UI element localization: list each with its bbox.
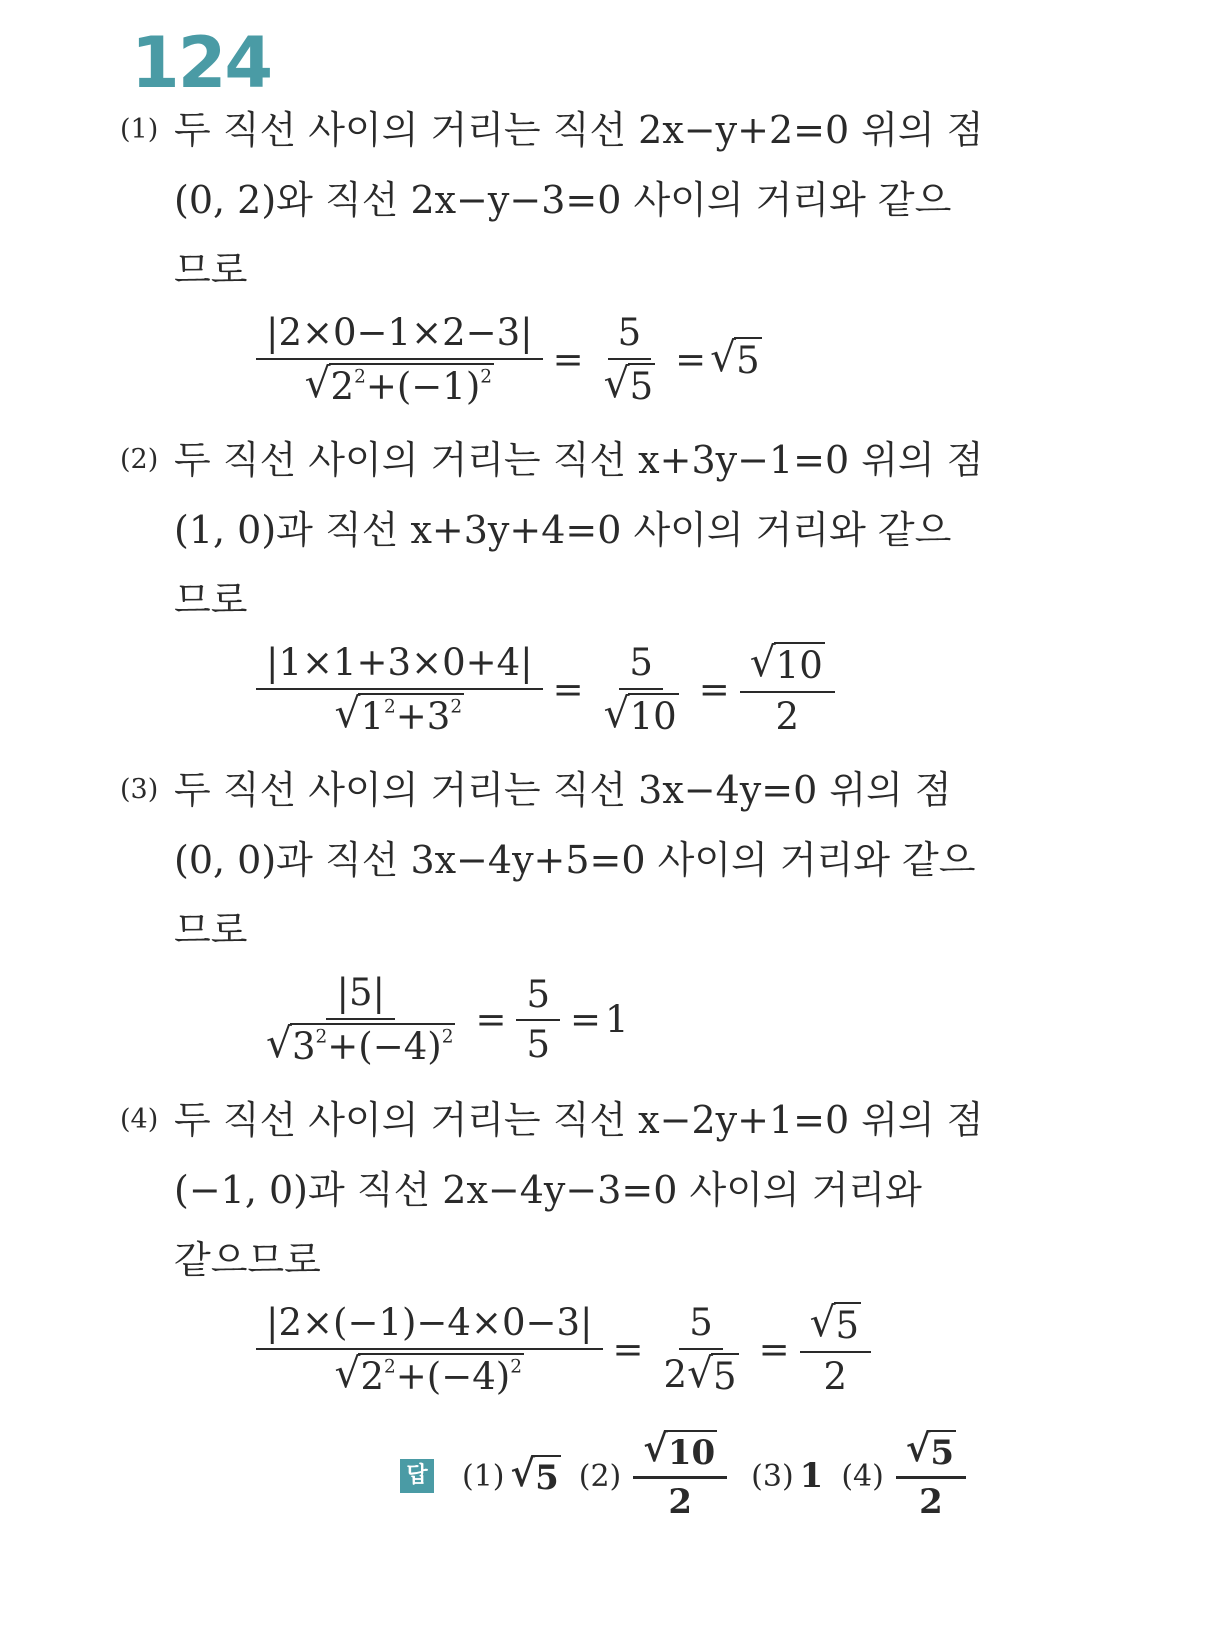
- part-2-line-1: 두 직선 사이의 거리는 직선 x+3y−1=0 위의 점: [174, 438, 984, 482]
- part-2-result: √ 10 2: [740, 642, 835, 738]
- answer-label-2: (2): [578, 1458, 622, 1494]
- answer-1: √ 5: [510, 1450, 559, 1498]
- part-1-line-3: 므로: [174, 248, 248, 292]
- part-2-line-3: 므로: [174, 578, 248, 622]
- part-3-main-fraction: [256, 972, 465, 1068]
- part-4-line-2: (−1, 0)과 직선 2x−4y−3=0 사이의 거리와: [174, 1168, 922, 1212]
- part-2-formula: |1×1+3×0+4| √ $1^2+3^2$ = 5 √ 10 = √ 10 2: [250, 642, 841, 738]
- part-1-result: √ 5: [710, 333, 760, 383]
- part-3-line-2: (0, 0)과 직선 3x−4y+5=0 사이의 거리와 같으: [174, 838, 976, 882]
- part-4-text: [120, 1085, 984, 1295]
- part-3-denominator-root: √ $3^2+(-4)^2$: [266, 1018, 454, 1068]
- part-3-text: [120, 755, 976, 965]
- part-1-label: (1): [120, 114, 159, 145]
- part-3-result: 1: [605, 997, 629, 1041]
- part-4-result: √ 5 2: [800, 1302, 871, 1398]
- answer-3: 1: [799, 1456, 824, 1496]
- part-1-main-fraction: [256, 312, 543, 408]
- answer-2: √ 10 2: [633, 1430, 727, 1522]
- part-3-line-1: 두 직선 사이의 거리는 직선 3x−4y=0 위의 점: [174, 768, 952, 812]
- part-4-main-fraction: [256, 1302, 603, 1398]
- part-4-line-3: 같으므로: [174, 1238, 321, 1282]
- part-3-step-fraction: $\frac{5}{5}$: [516, 974, 560, 1067]
- part-2-line-2: (1, 0)과 직선 x+3y+4=0 사이의 거리와 같으: [174, 508, 952, 552]
- part-1-line-1: 두 직선 사이의 거리는 직선 2x−y+2=0 위의 점: [174, 108, 984, 152]
- part-4-denominator-root: √ $2^2+(-4)^2$: [334, 1348, 522, 1398]
- part-1-step-fraction: 5 √ 5: [603, 311, 654, 408]
- answer-label-3: (3): [751, 1458, 794, 1494]
- answer-4: √ 5 2: [896, 1430, 966, 1522]
- part-4-step-fraction: 5 2 √ 5: [663, 1301, 737, 1398]
- part-4-formula: |2×(−1)−4×0−3| √ $2^2+(-4)^2$ = 5 2 √ 5 = √ 5 2: [250, 1302, 877, 1398]
- part-2-numerator: |1×1+3×0+4|: [256, 642, 543, 690]
- part-3-line-3: 므로: [174, 908, 248, 952]
- part-4-label: (4): [120, 1104, 159, 1135]
- part-3-formula: |5| √ $3^2+(-4)^2$ = $\frac{5}{5}$ = 1: [250, 972, 629, 1068]
- part-2-step-fraction: 5 √ 10: [603, 641, 677, 738]
- part-1-line-2: (0, 2)와 직선 2x−y−3=0 사이의 거리와 같으: [174, 178, 952, 222]
- part-1-denominator-root: √ $2^2+(-1)^2$: [304, 358, 493, 408]
- answer-label-4: (4): [841, 1458, 884, 1494]
- part-1-formula: |2×0−1×2−3| √ $2^2+(-1)^2$ = 5 √ 5 = √ 5: [250, 312, 762, 408]
- part-2-denominator-root: √ $1^2+3^2$: [334, 688, 463, 738]
- part-2-main-fraction: [256, 642, 543, 738]
- problem-number: 124: [131, 22, 272, 104]
- answer-row: [400, 1426, 972, 1522]
- part-1-text: [120, 95, 984, 305]
- part-4-line-1: 두 직선 사이의 거리는 직선 x−2y+1=0 위의 점: [174, 1098, 984, 1142]
- answer-badge: 답: [400, 1459, 434, 1493]
- answer-label-1: (1): [462, 1458, 505, 1494]
- part-2-label: (2): [120, 444, 159, 475]
- part-1-numerator: |2×0−1×2−3|: [256, 312, 543, 360]
- part-4-numerator: |2×(−1)−4×0−3|: [256, 1302, 603, 1350]
- part-2-text: [120, 425, 984, 635]
- part-3-numerator: |5|: [326, 972, 394, 1020]
- part-3-label: (3): [120, 774, 159, 805]
